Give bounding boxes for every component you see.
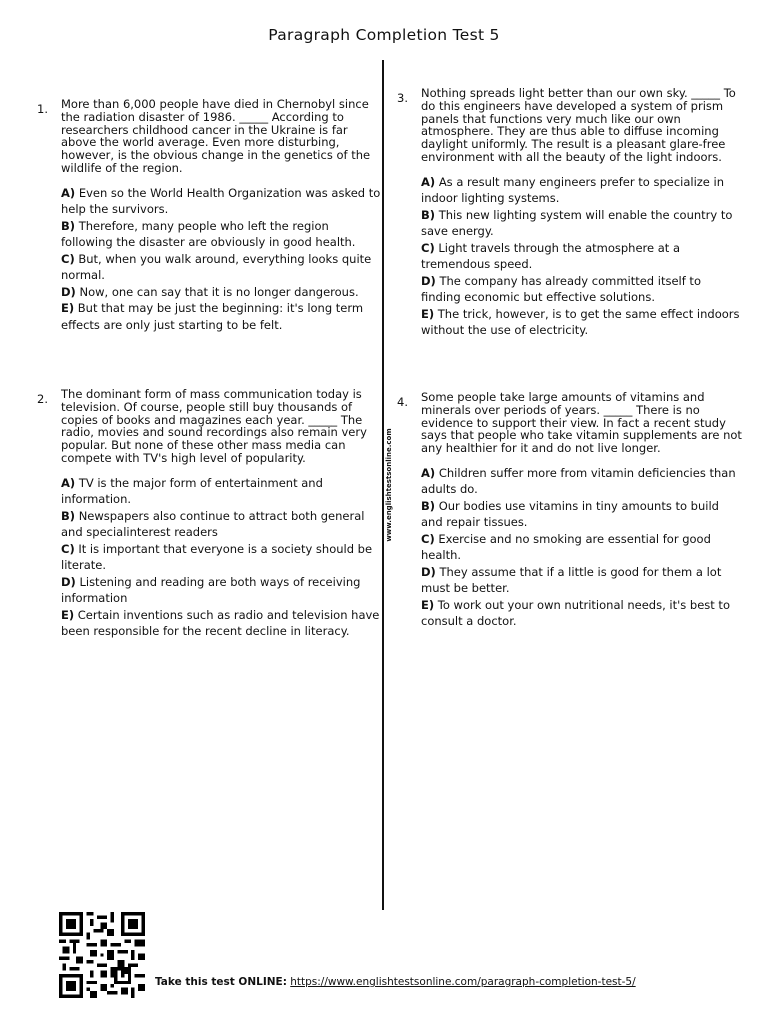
- answer-options: [61, 475, 382, 640]
- question-stem: The dominant form of mass communication today is television. Of course, people still buy thousands of copies of books and magazines each year. _____ The radio, movies and sound recordings also remain very popular. But none of these other mass media can compete with TV's high level of popularity.: [61, 387, 367, 465]
- option-letter: A): [421, 174, 436, 189]
- option-text: Light travels through the atmosphere at a tremendous speed.: [421, 240, 681, 272]
- answer-options: [421, 465, 742, 630]
- option-e[interactable]: [61, 300, 382, 333]
- option-letter: C): [421, 240, 435, 255]
- question-4: [397, 391, 742, 630]
- option-letter: D): [61, 574, 76, 589]
- footer-label: Take this test ONLINE:: [155, 976, 287, 988]
- option-letter: B): [421, 498, 436, 513]
- option-letter: D): [421, 564, 436, 579]
- qr-code-icon[interactable]: [57, 912, 147, 998]
- question-number: 1.: [37, 102, 48, 116]
- option-letter: B): [421, 207, 436, 222]
- option-letter: E): [421, 597, 435, 612]
- option-e[interactable]: [421, 306, 742, 339]
- option-text: But that may be just the beginning: it's long term effects are only just starting to be felt.: [61, 301, 364, 332]
- option-text: Children suffer more from vitamin deficiencies than adults do.: [421, 465, 736, 497]
- option-d[interactable]: [421, 564, 742, 597]
- footer: [155, 976, 636, 988]
- option-letter: D): [61, 284, 76, 299]
- question-number: 3.: [397, 91, 408, 105]
- option-letter: E): [61, 301, 75, 316]
- option-d[interactable]: [61, 284, 382, 301]
- column-divider: [382, 60, 384, 910]
- option-letter: E): [61, 607, 75, 622]
- option-text: Therefore, many people who left the region following the disaster are obviously in good health.: [61, 218, 356, 250]
- option-text: Exercise and no smoking are essential for good health.: [421, 531, 711, 563]
- option-e[interactable]: [61, 607, 382, 640]
- option-b[interactable]: [421, 498, 742, 531]
- option-letter: B): [61, 218, 76, 233]
- option-letter: A): [61, 185, 76, 200]
- option-c[interactable]: [61, 541, 382, 574]
- option-c[interactable]: [421, 240, 742, 273]
- page-title: Paragraph Completion Test 5: [268, 26, 500, 44]
- option-text: Our bodies use vitamins in tiny amounts to build and repair tissues.: [421, 498, 719, 530]
- option-text: Certain inventions such as radio and television have been responsible for the recent decline in literacy.: [61, 607, 380, 639]
- question-number: 2.: [37, 392, 48, 406]
- option-text: It is important that everyone is a society should be literate.: [61, 541, 373, 573]
- option-letter: C): [421, 531, 435, 546]
- option-text: This new lighting system will enable the country to save energy.: [421, 207, 733, 239]
- question-3: [397, 87, 742, 339]
- question-2: [37, 388, 382, 640]
- question-1: [37, 98, 382, 333]
- option-text: Now, one can say that it is no longer dangerous.: [79, 284, 359, 299]
- option-a[interactable]: [61, 475, 382, 508]
- option-letter: B): [61, 508, 76, 523]
- option-a[interactable]: [61, 185, 382, 218]
- question-stem: Some people take large amounts of vitamins and minerals over periods of years. _____ There is no evidence to support their view. In fact a recent study says that people who take vitamin supplements are not any healthier for it and do not live longer.: [421, 390, 742, 456]
- option-e[interactable]: [421, 597, 742, 630]
- option-letter: E): [421, 306, 435, 321]
- option-a[interactable]: [421, 465, 742, 498]
- option-text: The trick, however, is to get the same effect indoors without the use of electricity.: [421, 306, 740, 338]
- option-letter: C): [61, 251, 75, 266]
- option-b[interactable]: [61, 508, 382, 541]
- option-d[interactable]: [421, 273, 742, 306]
- option-letter: C): [61, 541, 75, 556]
- option-d[interactable]: [61, 574, 382, 607]
- option-letter: A): [421, 465, 436, 480]
- option-b[interactable]: [421, 207, 742, 240]
- option-text: As a result many engineers prefer to specialize in indoor lighting systems.: [421, 174, 725, 206]
- answer-options: [421, 174, 742, 339]
- option-text: TV is the major form of entertainment and information.: [61, 475, 323, 507]
- watermark: [385, 420, 393, 550]
- question-number: 4.: [397, 395, 408, 409]
- watermark-text: www.englishtestsonline.com: [385, 428, 393, 542]
- option-text: The company has already committed itself to finding economic but effective solutions.: [421, 273, 701, 305]
- option-text: To work out your own nutritional needs, it's best to consult a doctor.: [421, 597, 730, 629]
- answer-options: [61, 185, 382, 334]
- option-b[interactable]: [61, 218, 382, 251]
- option-text: Listening and reading are both ways of receiving information: [61, 574, 361, 606]
- option-c[interactable]: [421, 531, 742, 564]
- option-a[interactable]: [421, 174, 742, 207]
- option-text: Newspapers also continue to attract both general and specialinterest readers: [61, 508, 365, 540]
- option-letter: A): [61, 475, 76, 490]
- option-letter: D): [421, 273, 436, 288]
- question-stem: Nothing spreads light better than our own sky. _____ To do this engineers have developed a system of prism panels that functions very much like our own atmosphere. They are thus able to diffuse incoming daylight uniformly. The result is a pleasant glare-free environment with all the beauty of the light indoors.: [421, 86, 736, 164]
- option-c[interactable]: [61, 251, 382, 284]
- option-text: But, when you walk around, everything looks quite normal.: [61, 251, 372, 283]
- option-text: They assume that if a little is good for them a lot must be better.: [421, 564, 722, 596]
- test-online-link[interactable]: https://www.englishtestsonline.com/paragraph-completion-test-5/: [290, 976, 636, 988]
- option-text: Even so the World Health Organization was asked to help the survivors.: [61, 185, 381, 217]
- question-stem: More than 6,000 people have died in Chernobyl since the radiation disaster of 1986. _____ According to researchers childhood cancer in the Ukraine is far above the world average. Even more disturbing, however, is the obvious change in the genetics of the wildlife of the region.: [61, 97, 371, 175]
